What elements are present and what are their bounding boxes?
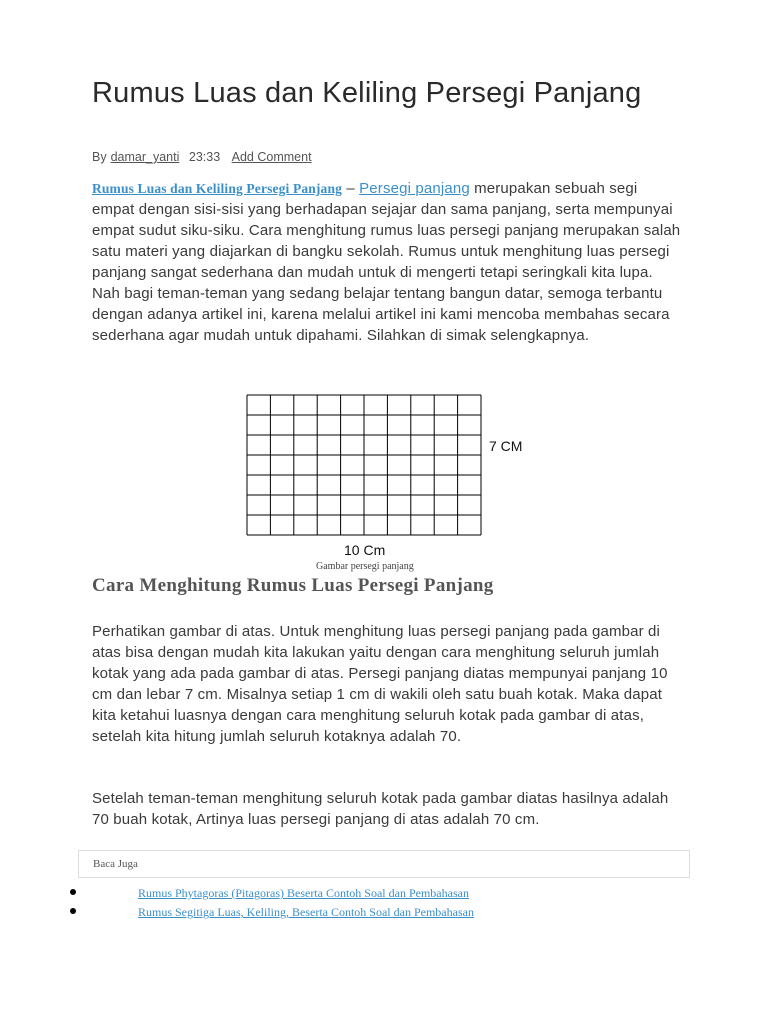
title-link[interactable]: Rumus Luas dan Keliling Persegi Panjang [92,181,343,196]
post-meta [92,150,312,164]
paragraph-3: Setelah teman-teman menghitung seluruh kotak pada gambar diatas hasilnya adalah 70 buah kotak, Artinya luas persegi panjang di atas adalah 70 cm. [92,790,669,828]
separator: – [342,180,360,197]
author-link[interactable]: damar_yanti [110,150,180,164]
figure-caption: Gambar persegi panjang [316,561,414,572]
add-comment-link[interactable]: Add Comment [231,150,312,164]
intro-text: merupakan sebuah segi empat dengan sisi-sisi yang berhadapan sejajar dan sama panjang, serta mempunyai empat sudut siku-siku. Cara menghitung rumus luas persegi panjang merupakan salah satu materi yang diajarkan di bangku sekolah. Rumus untuk menghitung luas persegi panjang sangat sederhana dan mudah untuk di mengerti tetapi seringkali kita lupa. Nah bagi teman-teman yang sedang belajar tentang bangun datar, semoga terbantu dengan adanya artikel ini, karena melalui artikel ini kami mencoba membahas secara sederhana agar mudah untuk dipahami. Silahkan di simak selengkapnya. [92,180,681,344]
paragraph-2: Perhatikan gambar di atas. Untuk menghitung luas persegi panjang pada gambar di atas bisa dengan mudah kita lakukan yaitu dengan cara menghitung seluruh jumlah kotak yang ada pada gambar di atas. Persegi panjang diatas mempunyai panjang 10 cm dan lebar 7 cm. Misalnya setiap 1 cm di wakili oleh satu buah kotak. Maka dapat kita ketahui luasnya dengan cara menghitung seluruh kotak pada gambar di atas, setelah kita hitung jumlah seluruh kotaknya adalah 70. [92,623,668,745]
article-title: Rumus Luas dan Keliling Persegi Panjang [92,77,642,109]
baca-juga-box [78,850,690,878]
grid-diagram [246,394,482,536]
persegi-panjang-link[interactable]: Persegi panjang [359,180,470,197]
rectangle-figure [246,394,482,541]
baca-juga-label: Baca Juga [93,858,138,870]
related-link-segitiga[interactable]: Rumus Segitiga Luas, Keliling, Beserta Contoh Soal dan Pembahasan [138,905,474,919]
by-label: By [92,150,107,164]
bullet-icon [70,908,76,914]
bullet-icon [70,889,76,895]
section-heading: Cara Menghitung Rumus Luas Persegi Panjang [92,575,494,596]
height-label: 7 CM [489,438,523,454]
width-label: 10 Cm [344,542,386,558]
related-link-pythagoras[interactable]: Rumus Phytagoras (Pitagoras) Beserta Contoh Soal dan Pembahasan [138,886,469,900]
post-time: 23:33 [188,150,221,164]
intro-paragraph [92,178,682,346]
